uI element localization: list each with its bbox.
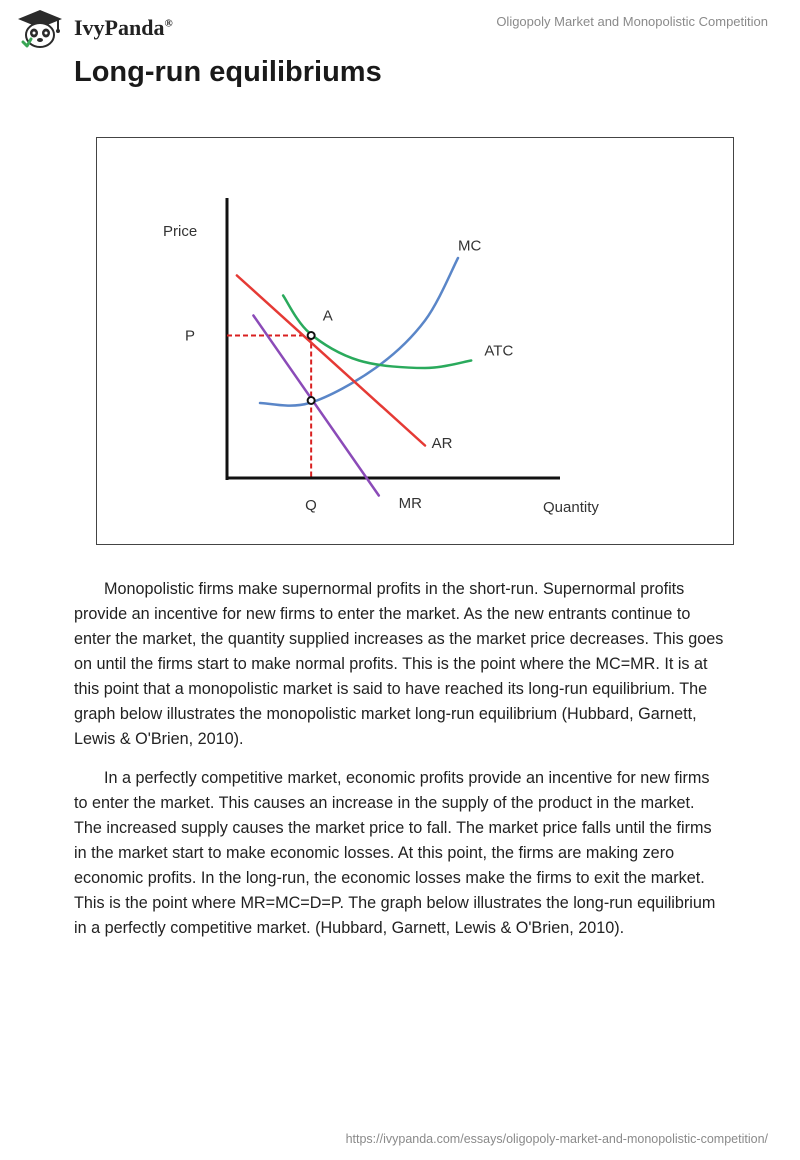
paragraph-1-text: Monopolistic firms make supernormal profits in the short-run. Supernormal profits provide an incentive for new firms to enter the market. As the new entrants continue to enter the market, the quantity supplied increases as the market price decreases. This goes on until the firms start to make normal profits. This is the point where the MC=MR. It is at this point that a monopolistic market is said to have reached its long-run equilibrium. The graph below illustrates the monopolistic market long-run equilibrium (Hubbard, Garnett, Lewis & O'Brien, 2010). [74, 580, 724, 748]
paragraph-2-text: In a perfectly competitive market, economic profits provide an incentive for new firms to enter the market. This causes an increase in the supply of the product in the market. The increased supply causes the market price to fall. The market price falls until the firms in the market start to make economic losses. At this point, the firms are making zero economic profits. In the long-run, the economic losses make the firms to exit the market. This is the point where MR=MC=D=P. The graph below illustrates the long-run equilibrium in a perfectly competitive market. (Hubbard, Garnett, Lewis & O'Brien, 2010). [74, 769, 716, 937]
chart-label-mr: MR [398, 495, 422, 512]
source-url[interactable]: https://ivypanda.com/essays/oligopoly-market-and-monopolistic-competition/ [345, 1132, 768, 1146]
paragraph-2 [74, 766, 726, 941]
equilibrium-point-a [308, 332, 315, 339]
series-ar-curve [237, 276, 425, 446]
chart-figure [96, 137, 734, 545]
chart-label-ar: AR [431, 435, 453, 452]
brand-name: IvyPanda® [74, 15, 173, 40]
page-title: Long-run equilibriums [74, 56, 382, 88]
price-mark-p: P [185, 327, 196, 345]
document-title: Oligopoly Market and Monopolistic Competition [496, 14, 768, 29]
chart-label-a: A [322, 307, 333, 325]
long-run-equilibrium-chart [97, 138, 733, 544]
mc-mr-intersection-point [308, 397, 315, 404]
x-axis-label: Quantity [543, 499, 599, 516]
page-header [0, 0, 800, 60]
series-mc-curve [260, 258, 458, 406]
panda-graduate-icon [14, 8, 66, 48]
ivypanda-logo[interactable] [14, 8, 173, 48]
chart-label-mc: MC [458, 237, 482, 255]
chart-label-atc: ATC [484, 342, 514, 360]
quantity-mark-q: Q [305, 497, 317, 514]
y-axis-label: Price [163, 223, 198, 240]
paragraph-1 [74, 577, 726, 752]
